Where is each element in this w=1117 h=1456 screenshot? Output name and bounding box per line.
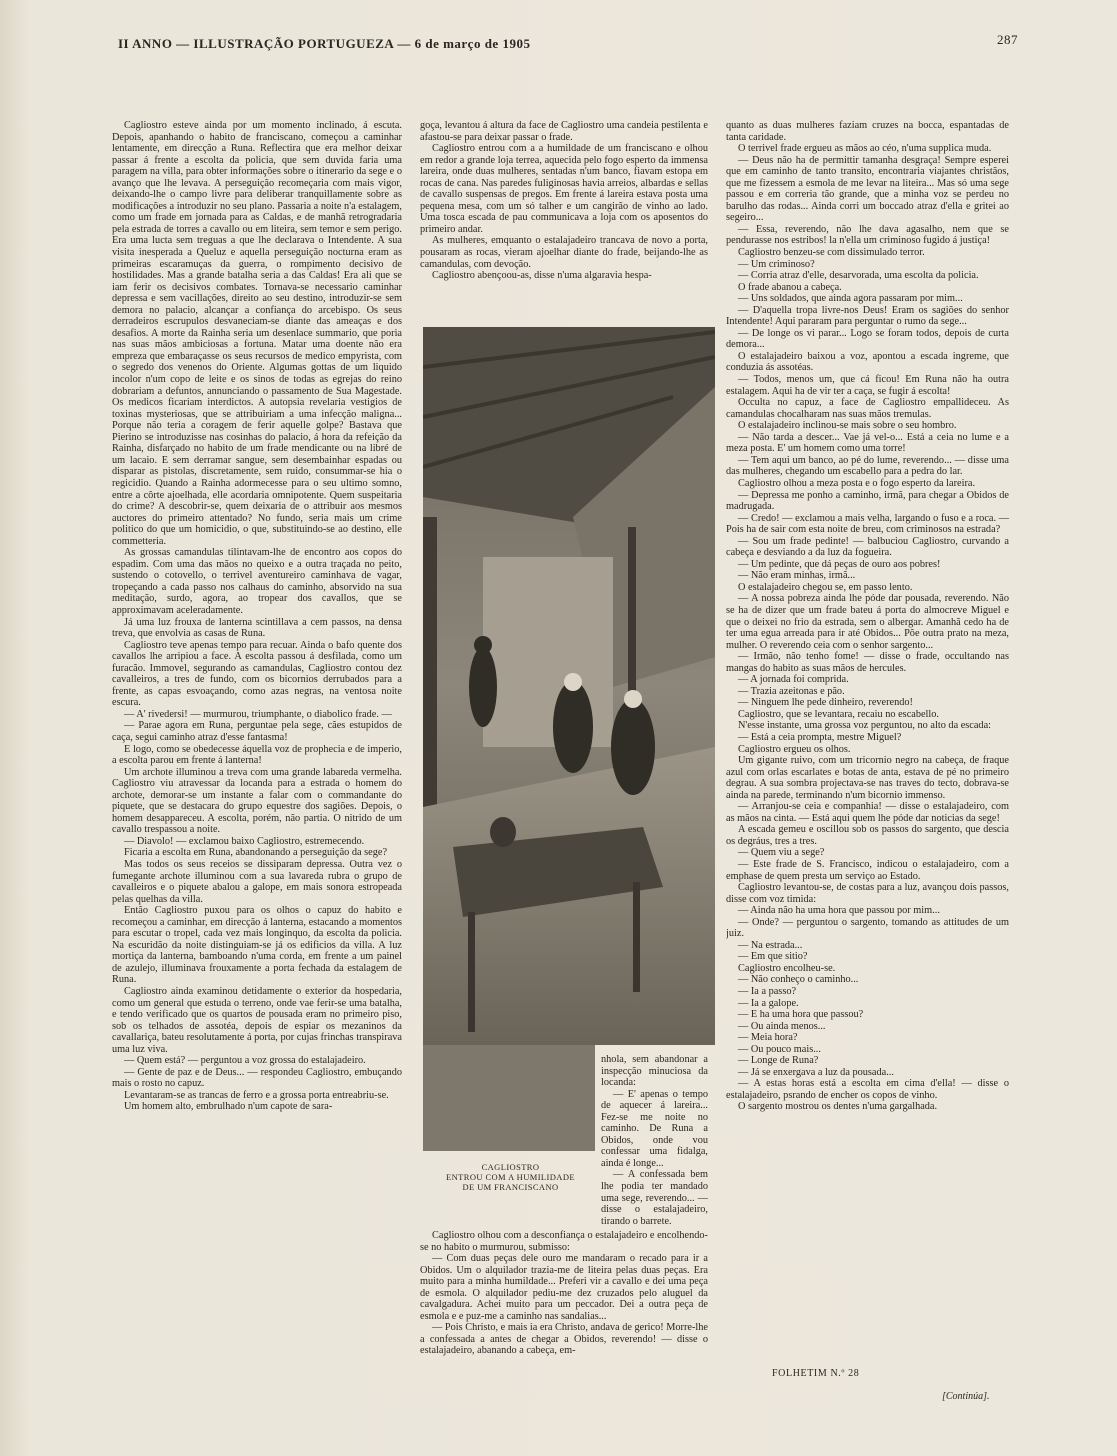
paragraph: O estalajadeiro baixou a voz, apontou a escada ingreme, que conduzia ás assotéas. bbox=[726, 350, 1009, 374]
paragraph: — E' apenas o tempo de aquecer á lareira... Fez-se me noite no caminho. De Runa a Obidos, onde vou confessar uma fidalga, ainda é longe... bbox=[601, 1088, 708, 1169]
paragraph: — Pois Christo, e mais ia era Christo, andava de gerico! Morre-lhe a confessada a antes de chegar a Obidos, reverendo! — disse o estalajadeiro, abanando a cabeça, em- bbox=[420, 1322, 708, 1357]
column-3 bbox=[726, 120, 1009, 1420]
paragraph: — A jornada foi comprida. bbox=[738, 674, 849, 686]
header-title: II ANNO — ILLUSTRAÇÃO PORTUGUEZA — 6 de março de 1905 bbox=[118, 36, 531, 51]
column-1 bbox=[112, 120, 402, 1380]
column-2-bottom bbox=[420, 1230, 708, 1390]
illustration-caption bbox=[423, 1162, 598, 1192]
paragraph: — Irmão, não tenho fome! — disse o frade, occultando nas mangas do habito as suas mãos de hercules. bbox=[726, 651, 1009, 674]
paragraph: — Quem viu a sege? bbox=[738, 847, 825, 859]
paragraph: Um gigante ruivo, com um tricornio negro na cabeça, de fraque azul com orlas escarlates e botas de anta, estava de pé no primeiro degrau. A sua sombra projectava-se nas traves do tecto, dobrava-se ainda na parede, terminando n'um bicornio immenso. bbox=[726, 755, 1009, 801]
paragraph: Cagliostro levantou-se, de costas para a luz, avançou dois passos, disse com voz timida: bbox=[726, 882, 1009, 905]
paragraph: O estalajadeiro inclinou-se mais sobre o seu hombro. bbox=[738, 420, 957, 432]
paragraph: — Tem aqui um banco, ao pé do lume, reverendo... — disse uma das mulheres, chegando um escabello para a pedra do lar. bbox=[726, 454, 1009, 478]
paragraph: — A estas horas está a escolta em cima d'ella! — disse o estalajadeiro, psrando de encher os copos de vinho. bbox=[726, 1078, 1009, 1101]
paragraph: As grossas camandulas tilintavam-lhe de encontro aos copos do espadim. Com uma das mãos no queixo e a outra traçada no peito, sustendo o cotovello, o terrivel aventureiro caminhava de vagar, tropeçando a cada passo nos calhaus do caminho, absorvido na sua meditação, surdo, agora, ao tropear dos cavallos, que se approximavam aceleradamente. bbox=[112, 547, 402, 616]
paragraph: Então Cagliostro puxou para os olhos o capuz do habito e recomeçou a caminhar, em direcção á lanterna, estacando a momentos para escutar o tropel, cada vez mais longinquo, da escolta da policia. Na escuridão da noite distinguiam-se já os edificios da villa. A luz mortiça da lanterna, bamboando n'uma corda, em frente a um painel de azulejo, illuminava frouxamente a porta fechada da estalagem de Runa. bbox=[112, 905, 402, 986]
paragraph: Cagliostro ergueu os olhos. bbox=[738, 743, 851, 755]
illustration-extension bbox=[423, 1045, 595, 1151]
paragraph: Cagliostro teve apenas tempo para recuar. Ainda o bafo quente dos cavallos lhe arripiou a face. A escolta passou á desfilada, como um furacão. Immovel, segurando as camandulas, Cagliostro contou dez cavalleiros, a tres de fundo, com os bicornios derrubados para a frente, as capas esvoaçando, como azas negras, na ventosa noite escura. bbox=[112, 639, 402, 709]
paragraph: Occulta no capuz, a face de Cagliostro empallideceu. As camandulas chocalharam nas suas mãos tremulas. bbox=[726, 397, 1009, 420]
paragraph: Levantaram-se as trancas de ferro e a grossa porta entreabriu-se. bbox=[124, 1089, 389, 1101]
paragraph: — Credo! — exclamou a mais velha, largando o fuso e a roca. — Pois ha de sair com esta noite de breu, com criminosos na estrada? bbox=[726, 512, 1009, 536]
paragraph: Cagliostro abençoou-as, disse n'uma algaravia hespa- bbox=[432, 270, 652, 282]
paragraph: — Ninguem lhe pede dinheiro, reverendo! bbox=[738, 697, 913, 709]
paragraph: — Não eram minhas, irmã... bbox=[738, 570, 856, 582]
paragraph: — Um criminoso? bbox=[738, 258, 815, 270]
paragraph: A escada gemeu e oscillou sob os passos do sargento, que descia os degráus, tres a tres. bbox=[726, 824, 1009, 847]
paragraph: — Quem está? — perguntou a voz grossa do estalajadeiro. bbox=[124, 1055, 366, 1067]
paragraph: — Gente de paz e de Deus... — respondeu Cagliostro, embuçando mais o rosto no capuz. bbox=[112, 1066, 402, 1090]
paragraph: Cagliostro ainda examinou detidamente o exterior da hospedaria, como um general que estuda o terreno, onde vae ferir-se uma batalha, e tendo verificado que os quartos de pousada eram no primeiro piso, sob os telhados de assotéa, depois de espiar os mezaninos da cavallariça, bateu resolutamente á porta, por cujas frinchas transpirava uma luz viva. bbox=[112, 986, 402, 1055]
folhetim-number: FOLHETIM N.º 28 bbox=[772, 1368, 860, 1379]
paragraph: O frade abanou a cabeça. bbox=[738, 281, 842, 293]
caption-line: DE UM FRANCISCANO bbox=[462, 1182, 559, 1192]
continua-note: [Continúa]. bbox=[942, 1391, 990, 1402]
paragraph: — Uns soldados, que ainda agora passaram por mim... bbox=[738, 293, 963, 305]
paragraph: E logo, como se obedecesse áquella voz de prophecia e de imperio, a escolta parou em frente á lanterna! bbox=[112, 743, 402, 767]
paragraph: — Trazia azeitonas e pão. bbox=[738, 685, 845, 697]
paragraph: quanto as duas mulheres faziam cruzes na bocca, espantadas de tanta caridade. bbox=[726, 120, 1009, 143]
paragraph: Já uma luz frouxa de lanterna scintillava a cem passos, na densa treva, que envolvia as casas de Runa. bbox=[112, 616, 402, 640]
paragraph: O sargento mostrou os dentes n'uma gargalhada. bbox=[738, 1101, 938, 1113]
paragraph: — Ainda não ha uma hora que passou por mim... bbox=[738, 905, 940, 917]
paragraph: Um archote illuminou a treva com uma grande labareda vermelha. Cagliostro viu atravessar da locanda para a estrada o homem do archote, demorar-se um instante a falar com o commandante do piquete, que se destacara do grupo equestre dos sagiões. Depois, o homem desappareceu. A escolta, porém, não partia. O nitrido de um cavallo trespassou a noite. bbox=[112, 766, 402, 836]
paragraph: As mulheres, emquanto o estalajadeiro trancava de novo a porta, pousaram as rocas, vieram ajoelhar diante do frade, beijando-lhe as camandulas, com devoção. bbox=[420, 235, 708, 270]
paragraph: Mas todos os seus receios se dissiparam depressa. Outra vez o fumegante archote illuminou com a sua lavareda rubra o grupo de cavalleiros e o piquete abalou a galope, em mais sonora estropeada pelas quelhas da villa. bbox=[112, 859, 402, 905]
paragraph: Cagliostro olhou a meza posta e o fogo esperto da lareira. bbox=[738, 477, 976, 489]
paragraph: — Essa, reverendo, não lhe dava agasalho, nem que se pendurasse nos estribos! la n'ella um criminoso fugido á justiça! bbox=[726, 223, 1009, 247]
caption-line: ENTROU COM A HUMILIDADE bbox=[446, 1172, 575, 1182]
paragraph: — Um pedinte, que dá peças de ouro aos pobres! bbox=[738, 558, 941, 570]
paragraph: — A' rivedersi! — murmurou, triumphante, o diabolico frade. — bbox=[124, 708, 392, 720]
page-header bbox=[118, 32, 1018, 52]
paragraph: O terrivel frade ergueu as mãos ao céo, n'uma supplica muda. bbox=[738, 143, 992, 155]
paragraph: Cagliostro, que se levantara, recaiu no escabello. bbox=[738, 708, 939, 720]
paragraph: — Está a ceia prompta, mestre Miguel? bbox=[738, 731, 902, 743]
paragraph: N'esse instante, uma grossa voz perguntou, no alto da escada: bbox=[738, 720, 992, 732]
paragraph: O estalajadeiro chegou se, em passo lento. bbox=[738, 581, 913, 593]
paragraph: — Ou pouco mais... bbox=[738, 1043, 821, 1055]
paragraph: — Todos, menos um, que cá ficou! Em Runa não ha outra estalagem. Aqui ha de vir ter a caça, se fugir á escolta! bbox=[726, 374, 1009, 397]
paragraph: Cagliostro benzeu-se com dissimulado terror. bbox=[738, 247, 925, 259]
paragraph: — Longe de Runa? bbox=[738, 1055, 819, 1067]
paragraph: — Ia a galope. bbox=[738, 997, 799, 1009]
paragraph: — Ou ainda menos... bbox=[738, 1020, 826, 1032]
column-2-top bbox=[420, 120, 708, 320]
paragraph: — Já se enxergava a luz da pousada... bbox=[738, 1066, 894, 1078]
column-2-right bbox=[601, 1054, 708, 1229]
paragraph: — Arranjou-se ceia e companhia! — disse o estalajadeiro, com as mãos na cinta. — Está aqui quem lhe póde dar noticias da sege! bbox=[726, 801, 1009, 824]
paragraph: — Depressa me ponho a caminho, irmã, para chegar a Obidos de madrugada. bbox=[726, 489, 1009, 513]
paragraph: — Onde? — perguntou o sargento, tomando as attitudes de um juiz. bbox=[726, 916, 1009, 940]
paragraph: — Não tarda a descer... Vae já vel-o... Está a ceia no lume e a meza posta. E' um homem como uma torre! bbox=[726, 431, 1009, 455]
paragraph: — Este frade de S. Francisco, indicou o estalajadeiro, com a emphase de quem presta um serviço ao Estado. bbox=[726, 859, 1009, 882]
paragraph: Cagliostro entrou com a a humildade de um franciscano e olhou em redor a grande loja terrea, aquecida pelo fogo esperto da immensa lareira, onde duas mulheres, sentadas n'um banco, fiavam estopa em rocas de cana. Nas paredes fuliginosas havia arreios, albardas e sellas de cavallo suspensas de pregos. Em frente á lareira estava posta uma pequena mesa, com um só talher e um cangirão de vinho ao lado. Uma tosca escada de pau communicava a loja com os aposentos do primeiro andar. bbox=[420, 143, 708, 235]
paragraph: — A confessada bem lhe podia ter mandado uma sege, reverendo... — disse o estalajadeiro, tirando o barrete. bbox=[601, 1169, 708, 1227]
paragraph: nhola, sem abandonar a inspecção minuciosa da locanda: bbox=[601, 1054, 708, 1089]
engraving-illustration bbox=[423, 327, 715, 1045]
paragraph: — E ha uma hora que passou? bbox=[738, 1009, 864, 1021]
paragraph: — De longe os vi parar... Logo se foram todos, depois de curta demora... bbox=[726, 327, 1009, 351]
page-number: 287 bbox=[997, 32, 1018, 47]
caption-line: CAGLIOSTRO bbox=[481, 1162, 540, 1172]
paragraph: — Meia hora? bbox=[738, 1032, 798, 1044]
paragraph: — D'aquella tropa livre-nos Deus! Eram os sagiões do senhor Intendente! Aqui pararam para perguntar o rumo da sege... bbox=[726, 304, 1009, 328]
paragraph: — Com duas peças dele ouro me mandaram o recado para ir a Obidos. Um o alquilador trazia-me de liteira pelas duas peças. Era muito para a minha humildade... Preferi vir a cavallo e dei uma peça de esmola. O alquilador pediu-me dez cruzados pelo aluguel da cavalgadura. Achei muito para um peccador. Dei a outra peça de esmola e e puz-me a caminho nas sandalias... bbox=[420, 1253, 708, 1322]
paragraph: — Deus não ha de permittir tamanha desgraça! Sempre esperei que em caminho de tanto transito, encontraria viajantes christãos, que me fizessem a esmola de me levar na liteira... Mas só uma sege passou e em correria tão grande, que a minha voz se perdeu no barulho das rodas... Ainda corri um boccado atraz d'ella e gritei ao segeiro... bbox=[726, 154, 1009, 224]
paragraph: — A nossa pobreza ainda lhe póde dar pousada, reverendo. Não se ha de dizer que um frade bateu á porta do almocreve Miguel e que o deixei no frio da estrada, sem o albergar. Amanhã cedo ha de ter uma egua arreada para ir até Obidos... Põe outra prato na meza, mulher. O reverendo ceia com o senhor sargento... bbox=[726, 593, 1009, 651]
paragraph: — Diavolo! — exclamou baixo Cagliostro, estremecendo. bbox=[124, 835, 365, 847]
paragraph: Cagliostro encolheu-se. bbox=[738, 962, 836, 974]
paragraph: — Não conheço o caminho... bbox=[738, 974, 859, 986]
paragraph: — Parae agora em Runa, perguntae pela sege, cães estupidos de caça, segui caminho atraz d'esse fantasma! bbox=[112, 720, 402, 743]
paragraph: goça, levantou á altura da face de Cagliostro uma candeia pestilenta e afastou-se para deixar passar o frade. bbox=[420, 120, 708, 143]
paragraph: — Sou um frade pedinte! — balbuciou Cagliostro, curvando a cabeça e desviando a da luz da fogueira. bbox=[726, 535, 1009, 559]
paragraph: Cagliostro esteve ainda por um momento inclinado, á escuta. Depois, apanhando o habito de franciscano, começou a caminhar lentamente, em direcção a Runa. Reflectira que era melhor deixar passar á frente a escolta da policia, que sem duvida faria uma paragem na villa, para obter informações sobre o itinerario da sege e o avanço que lhe levava. A perseguição recomeçaria com mais vigor, deixando-lhe o campo livre para deliberar tranquillamente sobre as modificações a introduzir no seu plano. Passaria a noite n'a estalagem, como um frade em jornada para as Caldas, e de manhã retrogradaria pela estrada de torres a cavallo ou em liteira, sem temor e sem perigo. Era uma lucta sem treguas a que lhe declarava o Intendente. A sua visita inesperada a Queluz e aquella perseguição nocturna eram as primeiras escaramuças da guerra, o rompimento decisivo de hostilidades. Mas a grande batalha seria a das Caldas! Era ali que se iam ferir os decisivos combates. Tornava-se necessario caminhar depressa e sem vacillações, direito ao seu destino, introduzir-se sem demora no palacio, alcançar a confiança do arcebispo. Os seus derradeiros escrupulos desvaneciam-se diante das ameaças e dos desafios. A morte da Rainha seria um desenlace summario, que poria nas suas mãos ambiciosas a fortuna. Matar uma doente não era empreza que embaraçasse os seus recursos de medico empyrista, com o segredo dos venenos do Oriente. Algumas gottas de um liquido incolor n'um copo de leite e os sinos de todas as egrejas do reino dobrariam a defuntos, annunciando o passamento de Sua Magestade. Os medicos ficariam interdictos. A autopsia revelaria vestigios de toxinas mysteriosas, que se attribuiriam a uma infecção maligna... Porque não teria a coragem de ferir aquelle golpe? Bastava que Pierino se introduzisse nas cosinhas do palacio, á hora da refeição da Rainha, disfarçado no habito de um frade mendicante ou na libré de um lacaio. E sem derramar sangue, sem desembainhar espadas ou disparar as pistolas, discretamente, sem ruido, consummar-se hia o regicidio. Quando a Rainha adormecesse para o seu ultimo somno, entre a côrte ajoelhada, elle acordaria omnipotente. Quem suspeitaria do crime? A descobrir-se, quem deixaria de o attribuir aos mesmos auctores do primeiro attentado? No fundo, seria mais um crime politico do que um homicidio, o que, substituindo-se ao destino, elle commetteria. bbox=[112, 120, 402, 547]
paragraph: — Em que sitio? bbox=[738, 951, 808, 963]
paragraph: Cagliostro olhou com a desconfiança o estalajadeiro e encolhendo-se no habito o murmurou, submisso: bbox=[420, 1230, 708, 1253]
tavern-interior-scene bbox=[423, 327, 715, 1045]
paragraph: — Corria atraz d'elle, desarvorada, uma escolta da policia. bbox=[738, 270, 979, 282]
paragraph: — Ia a passo? bbox=[738, 986, 797, 998]
paragraph: Um homem alto, embrulhado n'um capote de sara- bbox=[124, 1101, 333, 1113]
paragraph: — Na estrada... bbox=[738, 939, 803, 951]
paragraph: Ficaria a escolta em Runa, abandonando a perseguição da sege? bbox=[124, 847, 388, 859]
